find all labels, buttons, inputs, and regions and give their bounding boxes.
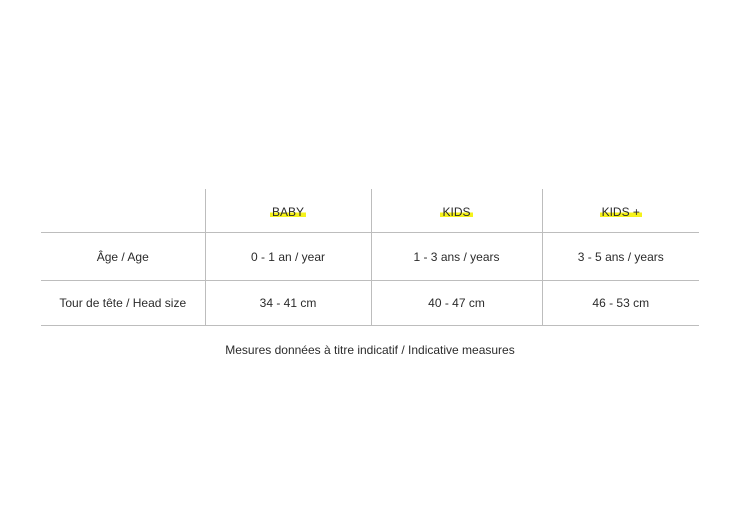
header-baby xyxy=(205,189,371,233)
header-kids xyxy=(371,189,542,233)
size-chart-table xyxy=(41,189,699,326)
header-kids-label: KIDS xyxy=(442,204,471,219)
cell-head-kids: 40 - 47 cm xyxy=(371,281,542,326)
row-label-head-size: Tour de tête / Head size xyxy=(41,281,205,326)
measurement-note: Mesures données à titre indicatif / Indicative measures xyxy=(225,343,515,357)
header-kids-plus-label: KIDS + xyxy=(601,204,640,219)
table-row-age xyxy=(41,233,699,281)
cell-age-baby: 0 - 1 an / year xyxy=(205,233,371,281)
table-row-head-size xyxy=(41,281,699,326)
cell-age-kids: 1 - 3 ans / years xyxy=(371,233,542,281)
header-baby-label: BABY xyxy=(271,204,304,219)
cell-head-baby: 34 - 41 cm xyxy=(205,281,371,326)
row-label-age: Âge / Age xyxy=(41,233,205,281)
header-empty-cell xyxy=(41,189,205,233)
cell-head-kids-plus: 46 - 53 cm xyxy=(542,281,699,326)
header-kids-plus xyxy=(542,189,699,233)
table-header-row xyxy=(41,189,699,233)
cell-age-kids-plus: 3 - 5 ans / years xyxy=(542,233,699,281)
